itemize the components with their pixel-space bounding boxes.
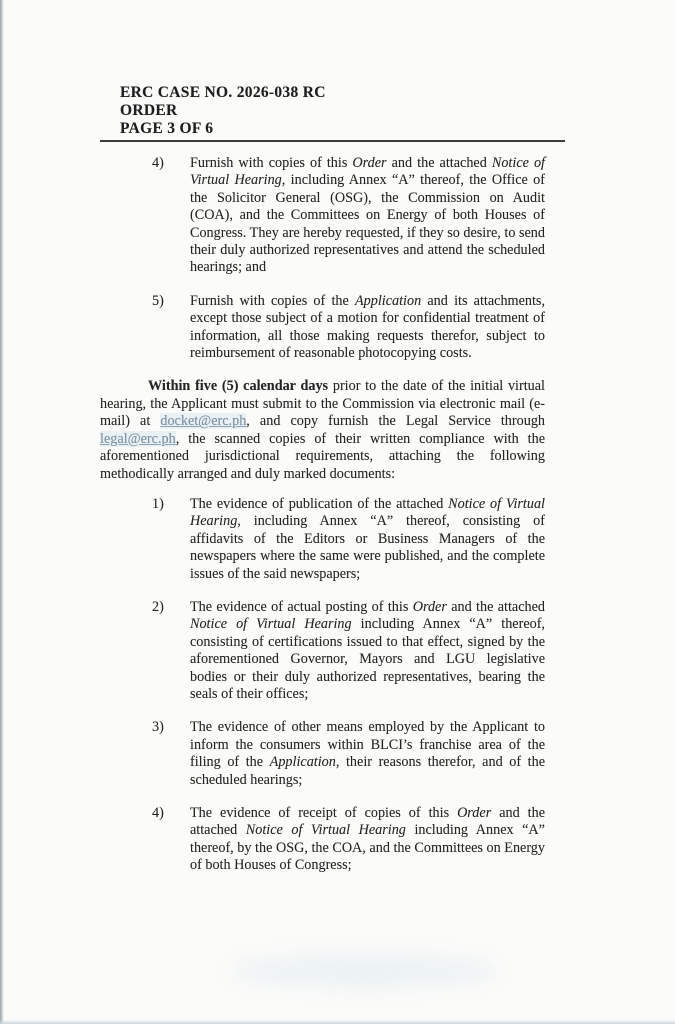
- item-number: 2): [152, 598, 164, 615]
- list-item: [100, 155, 545, 277]
- item-number: 5): [152, 292, 164, 309]
- page-number-line: PAGE 3 OF 6: [120, 120, 214, 137]
- list-item: [100, 496, 545, 583]
- item-text: The evidence of other means employed by the Applicant to inform the consumers within BLCI’s franchise area of the filing of the Application, their reasons therefor, and of the scheduled hearings;: [190, 719, 545, 788]
- document-page: [100, 84, 565, 891]
- list-item: [100, 293, 545, 363]
- item-text: Furnish with copies of the Application and its attachments, except those subject of a motion for confidential treatment of information, all those making requests therefor, subject to reimbursement of reasonable photocopying costs.: [190, 292, 545, 362]
- header-rule: [100, 140, 565, 142]
- item-number: 3): [152, 719, 164, 736]
- list-item: [100, 805, 545, 875]
- ink-bleed-through-artifact: [230, 955, 500, 987]
- document-header: [120, 84, 565, 138]
- scan-edge-artifact-left: [0, 0, 4, 1024]
- item-text: The evidence of publication of the attached Notice of Virtual Hearing, including Annex “A” thereof, consisting of affidavits of the Editors or Business Managers of the newspapers where the same were published, and the complete issues of the said newspapers;: [190, 495, 545, 582]
- scan-edge-artifact-bottom: [0, 1020, 675, 1024]
- compliance-paragraph: Within five (5) calendar days prior to the date of the initial virtual hearing, the Applicant must submit to the Commission via electronic mail (e-mail) at docket@erc.ph, and copy furnish the Legal Service through legal@erc.ph, the scanned copies of their written compliance with the aforementioned jurisdictional requirements, attaching the following methodically arranged and duly marked documents:: [100, 378, 546, 482]
- directives-list: [100, 155, 545, 362]
- item-number: 4): [152, 805, 164, 821]
- item-text: The evidence of receipt of copies of this Order and the attached Notice of Virtual Hearing including Annex “A” thereof, by the OSG, the COA, and the Committees on Energy of both Houses of Congress;: [190, 805, 545, 874]
- list-item: [100, 719, 545, 789]
- order-title-line: ORDER: [120, 102, 178, 119]
- list-item: [100, 599, 545, 703]
- item-text: Furnish with copies of this Order and the attached Notice of Virtual Hearing, including Annex “A” thereof, the Office of the Solicitor General (OSG), the Commission on Audit (COA), and the Committees on Energy of both Houses of Congress. They are hereby requested, if they so desire, to send their duly authorized representatives and attend the scheduled hearings; and: [190, 155, 545, 276]
- case-number-line: ERC CASE NO. 2026-038 RC: [120, 84, 326, 101]
- item-number: 4): [152, 155, 164, 171]
- required-documents-list: [100, 496, 545, 875]
- email-link[interactable]: legal@erc.ph: [100, 430, 176, 447]
- document-body: [100, 155, 545, 875]
- item-text: The evidence of actual posting of this Order and the attached Notice of Virtual Hearing including Annex “A” thereof, consisting of certifications issued to that effect, signed by the aforementioned Governor, Mayors and LGU legislative bodies or their duly authorized representatives, bearing the seals of their offices;: [190, 598, 545, 702]
- item-number: 1): [152, 495, 164, 512]
- email-link[interactable]: docket@erc.ph: [160, 413, 247, 430]
